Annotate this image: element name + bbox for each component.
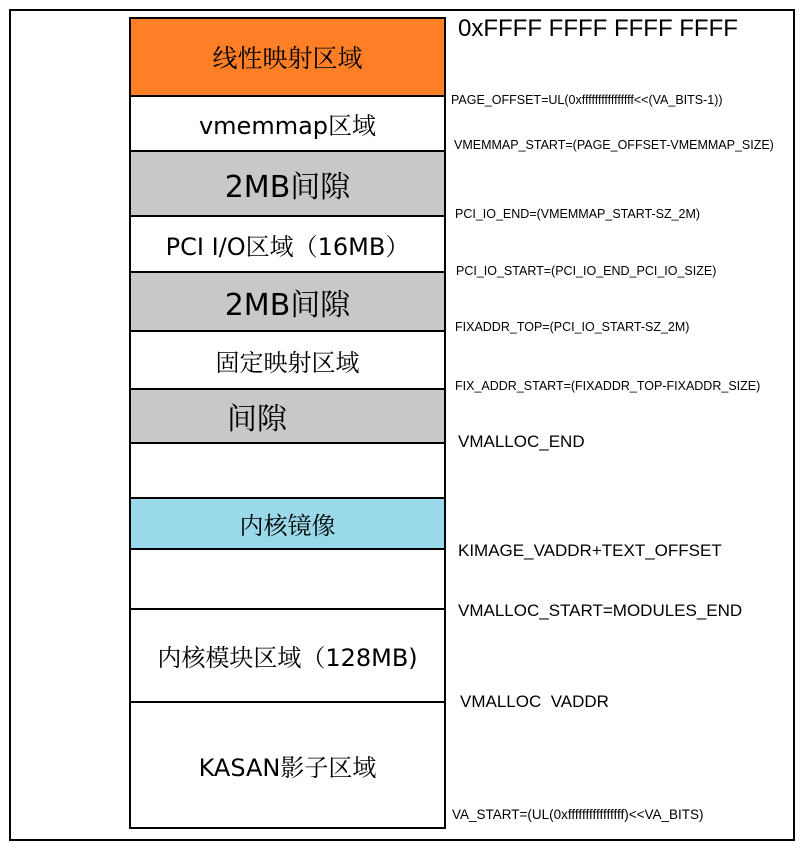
address-pci-io-end: PCI_IO_END=(VMEMMAP_START-SZ_2M) — [455, 207, 701, 221]
address-top: 0xFFFF FFFF FFFF FFFF — [458, 15, 738, 42]
region-label: 内核模块区域（128MB) — [157, 644, 418, 672]
address-vmalloc-start: VMALLOC_START=MODULES_END — [458, 601, 743, 620]
region-label: vmemmap区域 — [198, 112, 377, 140]
address-vmalloc-vaddr: VMALLOC VADDR — [460, 692, 609, 711]
address-va-start: VA_START=(UL(0xffffffffffffffff)<<VA_BITS) — [452, 807, 704, 822]
address-kimage-vaddr: KIMAGE_VADDR+TEXT_OFFSET — [458, 541, 722, 560]
region-vmalloc-upper — [129, 442, 446, 499]
region-modules — [129, 608, 446, 703]
region-gap — [129, 388, 446, 444]
region-fixmap — [129, 330, 446, 390]
region-label: 2MB间隙 — [224, 169, 351, 205]
region-label: 内核镜像 — [239, 512, 336, 540]
region-linear-map — [129, 17, 446, 97]
region-2mb-gap — [129, 271, 446, 332]
region-2mb-gap — [129, 150, 446, 217]
address-vmemmap-start: VMEMMAP_START=(PAGE_OFFSET-VMEMMAP_SIZE) — [454, 138, 774, 152]
region-pci-io — [129, 215, 446, 273]
address-page-offset: PAGE_OFFSET=UL(0xffffffffffffffff<<(VA_BITS-1)) — [451, 93, 723, 107]
region-vmalloc-lower — [129, 548, 446, 610]
region-kernel-image — [129, 497, 446, 550]
address-vmalloc-end: VMALLOC_END — [458, 432, 585, 451]
address-pci-io-start: PCI_IO_START=(PCI_IO_END_PCI_IO_SIZE) — [456, 264, 717, 278]
region-label: 线性映射区域 — [212, 44, 363, 73]
region-vmemmap — [129, 95, 446, 152]
region-label: 间隙 — [227, 402, 287, 437]
address-fixaddr-top: FIXADDR_TOP=(PCI_IO_START-SZ_2M) — [455, 320, 690, 334]
region-kasan-shadow — [129, 701, 446, 829]
address-fix-addr-start: FIX_ADDR_START=(FIXADDR_TOP-FIXADDR_SIZE) — [455, 379, 761, 393]
region-label: PCI I/O区域（16MB） — [165, 232, 410, 261]
region-label: 2MB间隙 — [224, 287, 351, 323]
region-label: 固定映射区域 — [215, 348, 360, 377]
region-label: KASAN影子区域 — [198, 753, 377, 782]
